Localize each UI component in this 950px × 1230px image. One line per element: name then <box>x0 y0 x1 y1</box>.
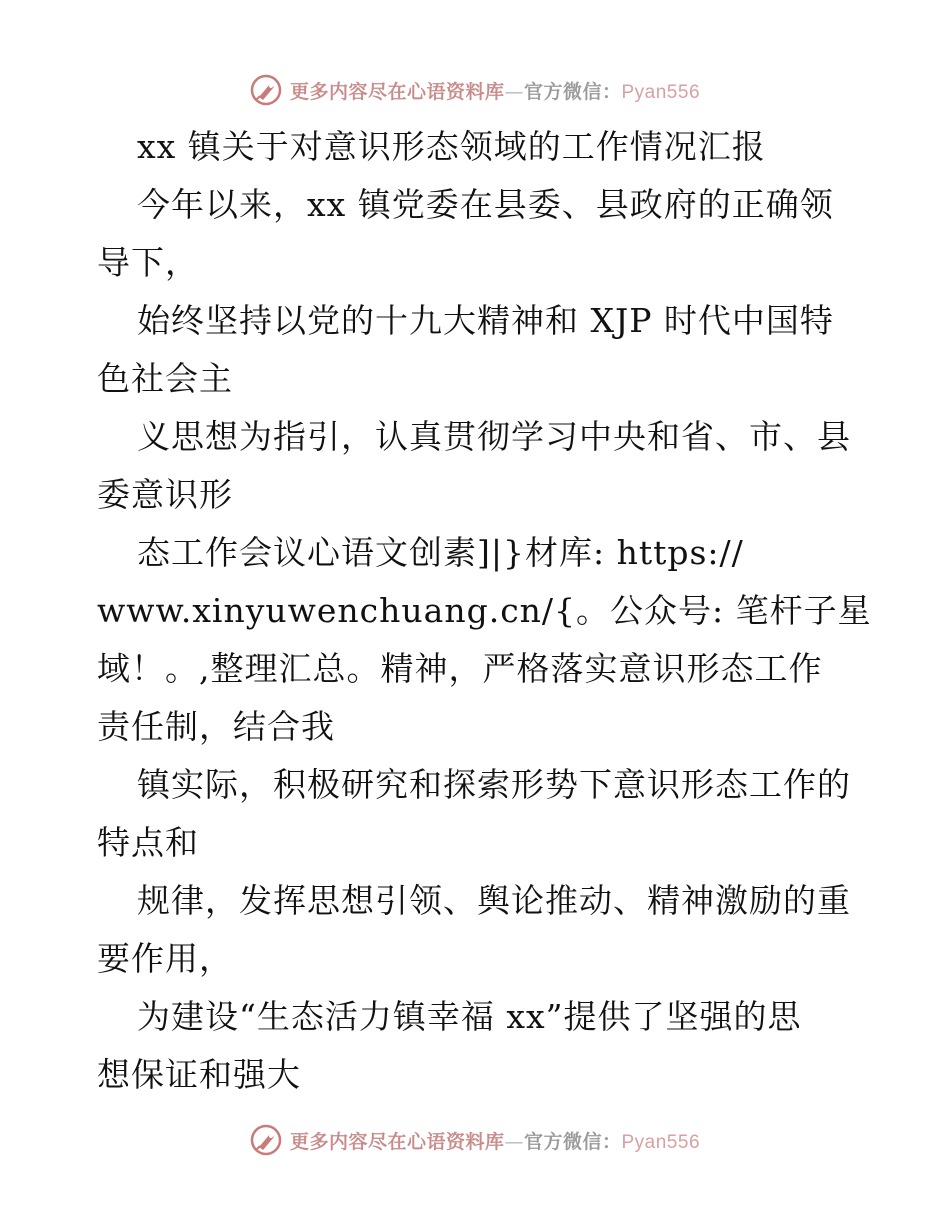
footer-watermark-banner <box>0 1120 950 1160</box>
text-line: 义思想为指引，认真贯彻学习中央和省、市、县 <box>137 417 851 456</box>
banner-wechat-id: Pyan556 <box>621 81 701 103</box>
document-body <box>97 118 872 1104</box>
pen-logo-icon <box>250 1124 282 1156</box>
text-line: 态工作会议心语文创素]|}材库: https:// <box>137 533 744 572</box>
text-line: 为建设“生态活力镇幸福 xx”提供了坚强的思 <box>137 997 802 1036</box>
banner-dash: — <box>504 80 524 103</box>
banner-label <box>290 77 700 104</box>
text-line: 责任制，结合我 <box>97 707 335 746</box>
text-line: 特点和 <box>97 823 199 862</box>
text-line: 域！。,整理汇总。精神，严格落实意识形态工作 <box>97 649 823 688</box>
text-line: 委意识形 <box>97 475 233 514</box>
banner-main-text: 更多内容尽在心语资料库 <box>289 80 505 103</box>
text-line: 始终坚持以党的十九大精神和 XJP 时代中国特 <box>137 301 834 340</box>
header-watermark-banner <box>0 70 950 110</box>
text-line: 想保证和强大 <box>97 1055 301 1094</box>
text-line: 导下， <box>97 243 199 282</box>
banner-dash: — <box>504 1130 524 1153</box>
pen-logo-icon <box>250 74 282 106</box>
banner-wechat-id: Pyan556 <box>621 1131 701 1153</box>
document-title: xx 镇关于对意识形态领域的工作情况汇报 <box>137 127 766 166</box>
text-line: www.xinyuwenchuang.cn/{。公众号: 笔杆子星 <box>97 591 872 630</box>
text-line: 镇实际，积极研究和探索形势下意识形态工作的 <box>137 765 851 804</box>
text-line: 今年以来，xx 镇党委在县委、县政府的正确领 <box>137 185 834 224</box>
text-line: 色社会主 <box>97 359 233 398</box>
text-line: 要作用， <box>97 939 233 978</box>
banner-main-text: 更多内容尽在心语资料库 <box>289 1130 505 1153</box>
banner-sub-text: 官方微信： <box>523 1130 622 1153</box>
banner-label <box>290 1127 700 1154</box>
text-line: 规律，发挥思想引领、舆论推动、精神激励的重 <box>137 881 851 920</box>
banner-sub-text: 官方微信： <box>523 80 622 103</box>
